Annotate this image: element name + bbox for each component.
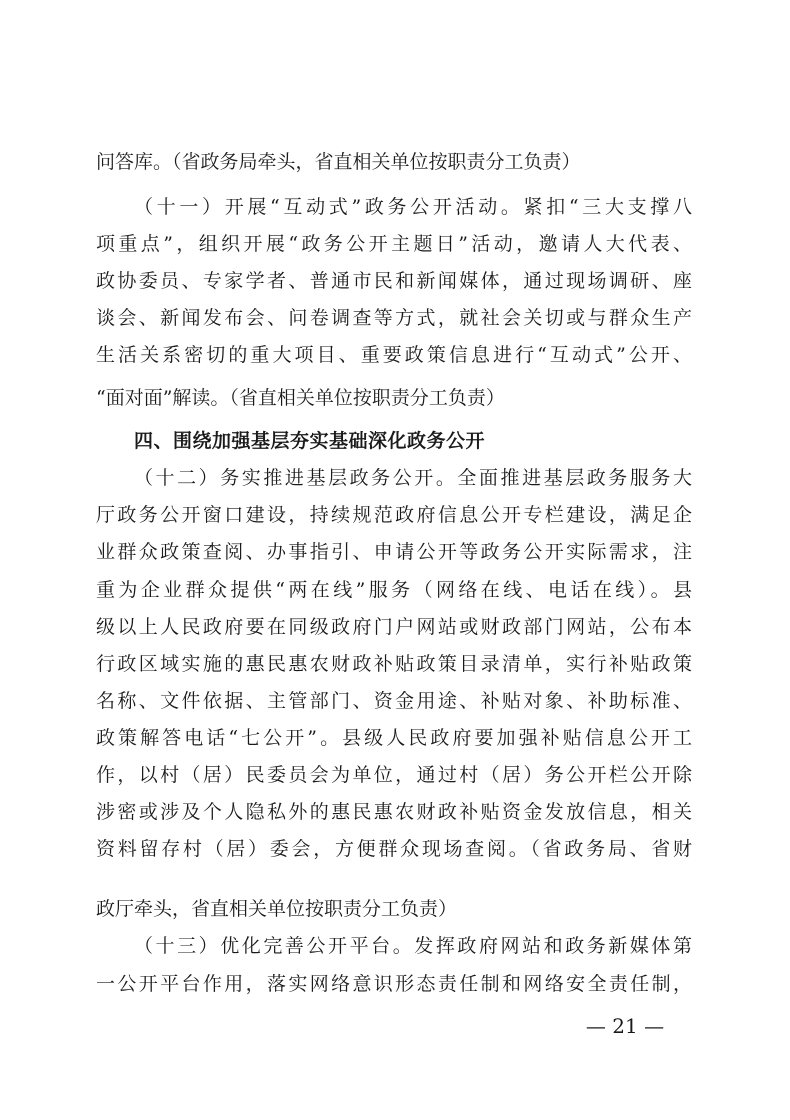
text-line: 项重点”，组织开展“政务公开主题日”活动，邀请人大代表、	[96, 233, 692, 255]
text-line: 谈会、新闻发布会、问卷调查等方式，就社会关切或与群众生产	[96, 307, 692, 329]
text-line: 作，以村（居）民委员会为单位，通过村（居）务公开栏公开除	[96, 764, 692, 786]
text-line: 政策解答电话“七公开”。县级人民政府要加强补贴信息公开工	[96, 727, 692, 749]
text-line: 行政区域实施的惠民惠农财政补贴政策目录清单，实行补贴政策	[96, 653, 692, 675]
text-line: 厅政务公开窗口建设，持续规范政府信息公开专栏建设，满足企	[96, 504, 692, 526]
text-line: 政厅牵头，省直相关单位按职责分工负责）	[96, 898, 458, 920]
text-line: 资料留存村（居）委会，方便群众现场查阅。（省政务局、省财	[96, 838, 692, 860]
page-number: — 21 —	[585, 1014, 665, 1038]
paragraph-12-line-1: （十二）务实推进基层政务公开。全面推进基层政务服务大	[134, 467, 692, 489]
text-line: “面对面”解读。（省直相关单位按职责分工负责）	[96, 387, 505, 409]
text-line: 涉密或涉及个人隐私外的惠民惠农财政补贴资金发放信息，相关	[96, 801, 692, 823]
paragraph-13-line-1: （十三）优化完善公开平台。发挥政府网站和政务新媒体第	[134, 935, 692, 957]
text-line: 生活关系密切的重大项目、重要政策信息进行“互动式”公开、	[96, 344, 692, 366]
text-line: 重为企业群众提供“两在线”服务（网络在线、电话在线）。县	[96, 579, 692, 601]
text-line: 政协委员、专家学者、普通市民和新闻媒体，通过现场调研、座	[96, 270, 692, 292]
text-line: 业群众政策查阅、办事指引、申请公开等政务公开实际需求，注	[96, 541, 692, 563]
text-line: 级以上人民政府要在同级政府门户网站或财政部门网站，公布本	[96, 616, 692, 638]
section-heading: 四、围绕加强基层夯实基础深化政务公开	[134, 430, 486, 452]
text-line: 问答库。（省政务局牵头，省直相关单位按职责分工负责）	[96, 151, 581, 173]
paragraph-11-line-1: （十一）开展“互动式”政务公开活动。紧扣“三大支撑八	[134, 196, 692, 218]
text-line: 名称、文件依据、主管部门、资金用途、补贴对象、补助标准、	[96, 690, 692, 712]
text-line: 一公开平台作用，落实网络意识形态责任制和网络安全责任制，	[96, 973, 692, 995]
